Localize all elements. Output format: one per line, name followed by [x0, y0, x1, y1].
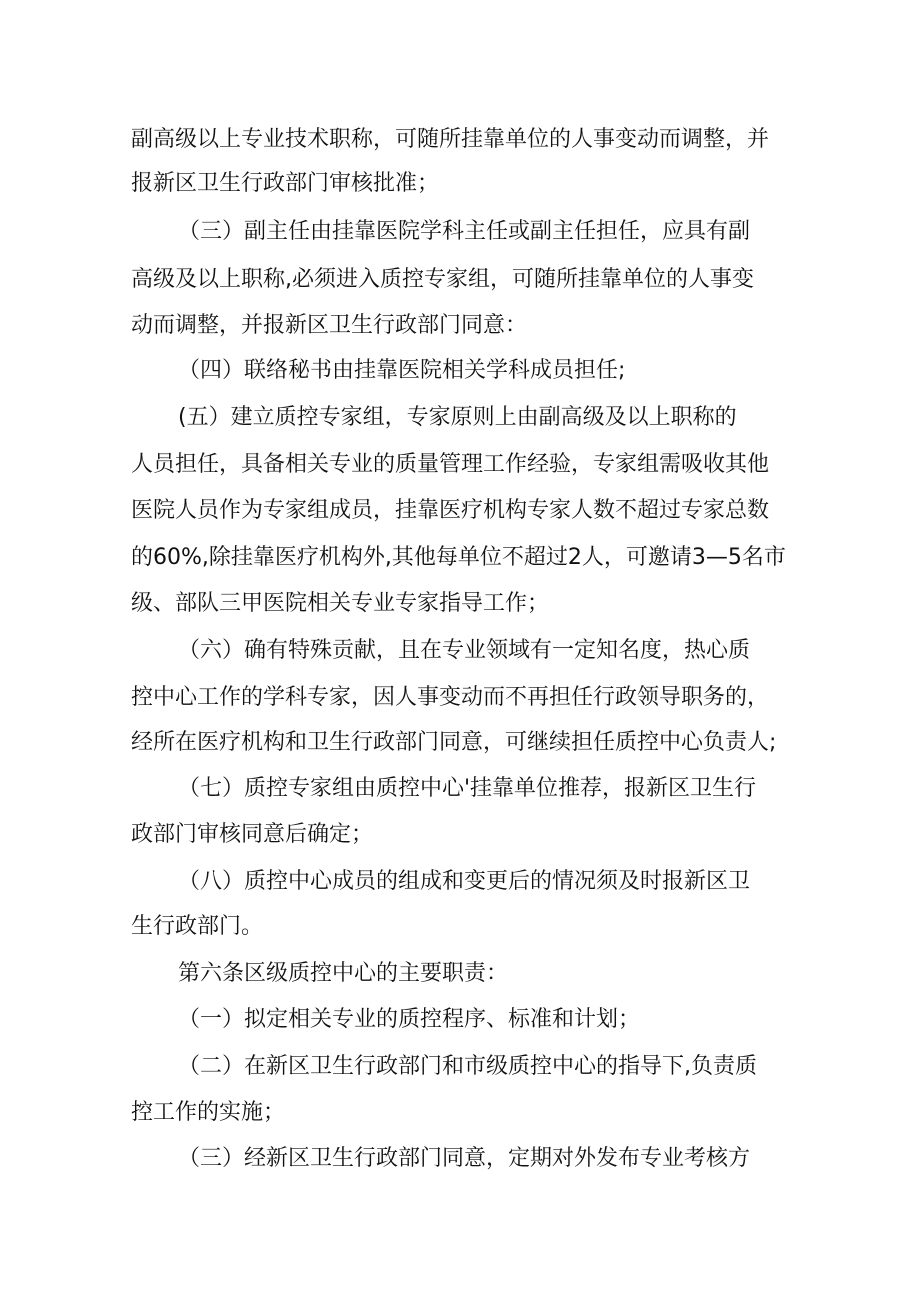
text-line — [0, 815, 920, 855]
text-line — [0, 723, 920, 763]
line-text: （一）拟定相关专业的质控程序、标准和计划； — [178, 1007, 641, 1032]
text-line — [0, 164, 920, 204]
line-text: （二）在新区卫生行政部门和市级质控中心的指导下,负责质 — [178, 1054, 757, 1079]
text-line — [0, 631, 920, 671]
line-text: （四）联络秘书由挂靠医院相关学科成员担任; — [178, 358, 626, 383]
line-text: 经所在医疗机构和卫生行政部门同意，可继续担任质控中心负责人; — [131, 730, 777, 755]
text-line — [0, 1000, 920, 1040]
text-line — [0, 445, 920, 485]
text-line — [0, 351, 920, 391]
text-line — [0, 306, 920, 346]
line-text: 报新区卫生行政部门审核批准； — [131, 171, 440, 196]
text-line — [0, 1139, 920, 1179]
line-text: （七）质控专家组由质控中心'挂靠单位推荐，报新区卫生行 — [178, 776, 757, 801]
line-text: 高级及以上职称,必须进入质控专家组，可随所挂靠单位的人事变 — [131, 267, 754, 292]
text-line — [0, 212, 920, 252]
text-line — [0, 1047, 920, 1087]
line-text: 控工作的实施； — [131, 1100, 286, 1125]
text-line — [0, 398, 920, 438]
line-text: （三）副主任由挂靠医院学科主任或副主任担任，应具有副 — [178, 219, 751, 244]
line-text: 级、部队三甲医院相关专业专家指导工作； — [131, 591, 550, 616]
line-text: 控中心工作的学科专家，因人事变动而不再担任行政领导职务的， — [131, 685, 770, 710]
line-text: 第六条区级质控中心的主要职责： — [178, 961, 509, 986]
line-text: 动而调整，并报新区卫生行政部门同意： — [131, 313, 528, 338]
line-text: 的60%,除挂靠医疗机构外,其他每单位不超过2人，可邀请3—5名市 — [131, 545, 786, 570]
text-line — [0, 1093, 920, 1133]
line-text: （八）质控中心成员的组成和变更后的情况须及时报新区卫 — [178, 869, 751, 894]
line-text: 政部门审核同意后确定； — [131, 822, 374, 847]
text-line — [0, 678, 920, 718]
text-line — [0, 260, 920, 300]
text-line — [0, 538, 920, 578]
text-line — [0, 862, 920, 902]
line-text: 医院人员作为专家组成员，挂靠医疗机构专家人数不超过专家总数 — [131, 498, 770, 523]
text-line — [0, 120, 920, 160]
line-text: (五）建立质控专家组，专家原则上由副高级及以上职称的 — [178, 405, 737, 430]
text-line — [0, 907, 920, 947]
line-text: 生行政部门。 — [131, 914, 264, 939]
line-text: （六）确有特殊贡献，且在专业领域有一定知名度，热心质 — [178, 638, 751, 663]
text-line — [0, 584, 920, 624]
text-line — [0, 491, 920, 531]
line-text: 副高级以上专业技术职称，可随所挂靠单位的人事变动而调整，并 — [131, 127, 770, 152]
line-text: （三）经新区卫生行政部门同意，定期对外发布专业考核方 — [178, 1146, 751, 1171]
line-text: 人员担任，具备相关专业的质量管理工作经验，专家组需吸收其他 — [131, 452, 770, 477]
text-line — [0, 769, 920, 809]
text-line — [0, 954, 920, 994]
